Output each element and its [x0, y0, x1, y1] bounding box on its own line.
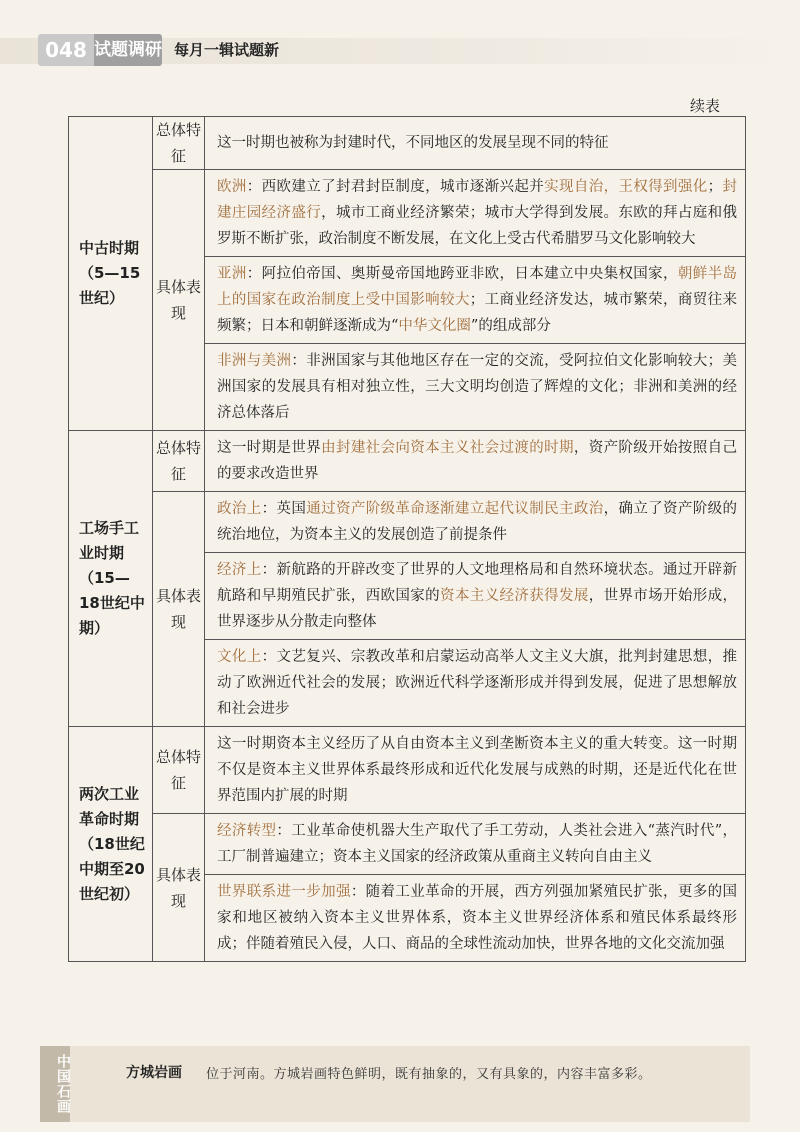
overall-text [205, 117, 746, 170]
highlight-text: 朝鲜半岛上的国家在政治制度上受中国影响较大 [217, 266, 738, 308]
body-text: ：新航路的开辟改变了世界的人文地理格局和自然环境状态。通过开辟新航路和早期殖民扩张，西欧国家的 [217, 562, 738, 604]
footer-tag: 中国石画 [40, 1046, 70, 1122]
specific-text [205, 344, 746, 431]
specific-text [205, 553, 746, 640]
page-number: 048 [38, 34, 94, 66]
specific-text [205, 640, 746, 727]
footer-title: 方城岩画 [126, 1065, 182, 1081]
body-text: ：文艺复兴、宗教改革和启蒙运动高举人文主义大旗，批判封建思想，推动了欧洲近代社会的发展；欧洲近代科学逐渐形成并得到发展，促进了思想解放和社会进步 [217, 649, 738, 717]
specific-text [205, 492, 746, 553]
body-text: ：阿拉伯帝国、奥斯曼帝国地跨亚非欧，日本建立中央集权国家， [246, 266, 678, 282]
body-text: ：工业革命使机器大生产取代了手工劳动，人类社会进入“蒸汽时代”，工厂制普遍建立；资本主义国家的经济政策从重商主义转向自由主义 [217, 823, 738, 865]
specific-text [205, 875, 746, 962]
highlight-text: 政治上 [217, 501, 262, 517]
overall-text [205, 431, 746, 492]
highlight-text: 封建庄园经济盛行 [217, 179, 738, 221]
period-cell: 两次工业革命时期（18世纪中期至20世纪初） [69, 727, 153, 962]
header-subtitle: 每月一辑试题新 [174, 41, 280, 59]
body-text: 这一时期是世界 [217, 440, 322, 456]
table-row [69, 170, 746, 257]
highlight-text: 中华文化圈 [398, 318, 471, 334]
footer-band [40, 1046, 750, 1122]
body-text: 这一时期也被称为封建时代，不同地区的发展呈现不同的特征 [217, 135, 609, 151]
table-row [69, 492, 746, 553]
page-footer [0, 1046, 800, 1132]
body-text: ：英国 [261, 501, 307, 517]
body-text: ：随着工业革命的开展，西方列强加紧殖民扩张，更多的国家和地区被纳入资本主义世界体系，资本主义世界经济体系和殖民体系最终形成；伴随着殖民入侵，人口、商品的全球性流动加快，世界各地的文化交流加强 [217, 884, 738, 952]
period-cell: 中古时期（5—15世纪） [69, 117, 153, 431]
highlight-text: 文化上 [217, 649, 262, 665]
table-row [69, 727, 746, 814]
body-text: ”的组成部分 [470, 318, 551, 334]
history-periods-table [68, 116, 746, 962]
continued-label: 续表 [689, 97, 720, 115]
highlight-text: 经济上 [217, 562, 262, 578]
highlight-text: 非洲与美洲 [217, 353, 292, 369]
table-row [69, 814, 746, 875]
section-tag: 试题调研 [94, 34, 162, 66]
overall-label: 总体特征 [153, 431, 205, 492]
highlight-text: 亚洲 [217, 266, 247, 282]
body-text: 这一时期资本主义经历了从自由资本主义到垄断资本主义的重大转变。这一时期不仅是资本主义世界体系最终形成和近代化发展与成熟的时期，还是近代化在世界范围内扩展的时期 [217, 736, 737, 804]
specific-label: 具体表现 [153, 814, 205, 962]
body-text: ，世界市场开始形成，世界逐步从分散走向整体 [217, 588, 738, 630]
body-text: ，确立了资产阶级的统治地位，为资本主义的发展创造了前提条件 [217, 501, 738, 543]
specific-text [205, 257, 746, 344]
footer-text: 位于河南。方城岩画特色鲜明，既有抽象的，又有具象的，内容丰富多彩。 [206, 1067, 652, 1082]
highlight-text: 欧洲 [217, 179, 247, 195]
period-cell: 工场手工业时期（15—18世纪中期） [69, 431, 153, 727]
page-header [0, 28, 800, 72]
highlight-text: 通过资产阶级革命逐渐建立起代议制民主政治 [306, 501, 604, 517]
highlight-text: 经济转型 [217, 823, 277, 839]
highlight-text: 世界联系进一步加强 [217, 884, 351, 900]
overall-text [205, 727, 746, 814]
highlight-text: 实现自治，王权得到强化 [544, 179, 708, 195]
body-text: ； [707, 179, 723, 195]
overall-label: 总体特征 [153, 117, 205, 170]
highlight-text: 由封建社会向资本主义社会过渡的时期 [321, 440, 574, 456]
specific-text [205, 814, 746, 875]
specific-label: 具体表现 [153, 170, 205, 431]
table-row [69, 117, 746, 170]
body-text: ，城市工商业经济繁荣；城市大学得到发展。东欧的拜占庭和俄罗斯不断扩张，政治制度不断发展，在文化上受古代希腊罗马文化影响较大 [217, 205, 738, 247]
overall-label: 总体特征 [153, 727, 205, 814]
table-row [69, 431, 746, 492]
specific-text [205, 170, 746, 257]
body-text: ：非洲国家与其他地区存在一定的交流，受阿拉伯文化影响较大；美洲国家的发展具有相对独立性，三大文明均创造了辉煌的文化；非洲和美洲的经济总体落后 [217, 353, 738, 421]
specific-label: 具体表现 [153, 492, 205, 727]
body-text: ：西欧建立了封君封臣制度，城市逐渐兴起并 [246, 179, 545, 195]
highlight-text: 资本主义经济获得发展 [440, 588, 589, 604]
body-text: ，资产阶级开始按照自己的要求改造世界 [217, 440, 738, 482]
body-text: ；工商业经济发达，城市繁荣，商贸往来频繁；日本和朝鲜逐渐成为“ [217, 292, 737, 334]
